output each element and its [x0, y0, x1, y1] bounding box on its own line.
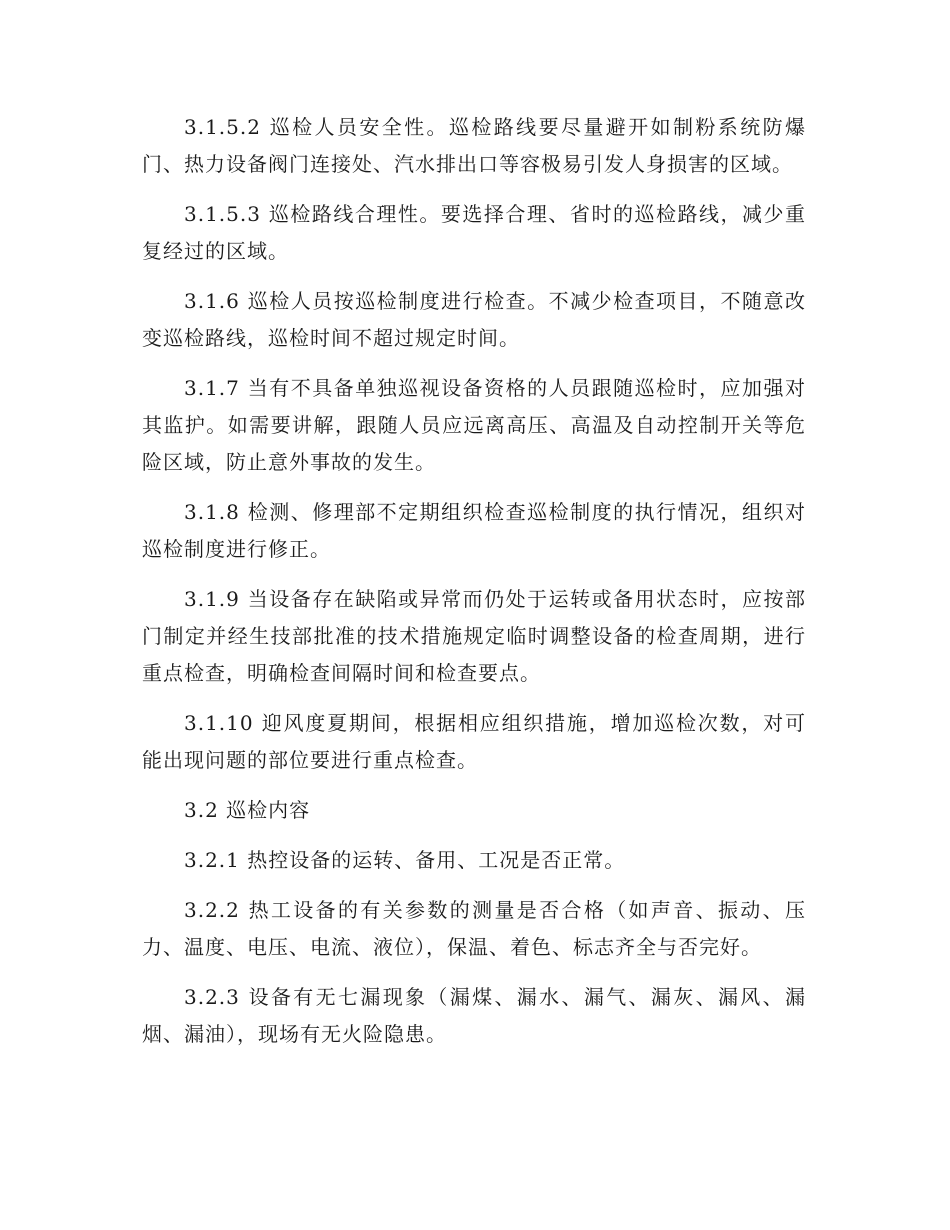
paragraph-3-1-9: 3.1.9 当设备存在缺陷或异常而仍处于运转或备用状态时，应按部门制定并经生技部批准的技术措施规定临时调整设备的检查周期，进行重点检查，明确检查间隔时间和检查要点。 [142, 587, 806, 685]
paragraph-3-1-5-3: 3.1.5.3 巡检路线合理性。要选择合理、省时的巡检路线，减少重复经过的区域。 [142, 202, 806, 263]
paragraph-3-2-2: 3.2.2 热工设备的有关参数的测量是否合格（如声音、振动、压力、温度、电压、电流、液位），保温、着色、标志齐全与否完好。 [142, 898, 806, 959]
paragraph-3-2-1: 3.2.1 热控设备的运转、备用、工况是否正常。 [184, 848, 626, 872]
paragraph-3-1-6: 3.1.6 巡检人员按巡检制度进行检查。不减少检查项目，不随意改变巡检路线，巡检时间不超过规定时间。 [142, 289, 806, 350]
document-body [142, 109, 806, 1066]
paragraph-3-1-7: 3.1.7 当有不具备单独巡视设备资格的人员跟随巡检时，应加强对其监护。如需要讲解，跟随人员应远离高压、高温及自动控制开关等危险区域，防止意外事故的发生。 [142, 376, 806, 474]
paragraph-3-1-10: 3.1.10 迎风度夏期间，根据相应组织措施，增加巡检次数，对可能出现问题的部位要进行重点检查。 [142, 711, 806, 772]
paragraph-3-1-8: 3.1.8 检测、修理部不定期组织检查巡检制度的执行情况，组织对巡检制度进行修正。 [142, 500, 806, 561]
paragraph-3-2-3: 3.2.3 设备有无七漏现象（漏煤、漏水、漏气、漏灰、漏风、漏烟、漏油），现场有无火险隐患。 [142, 985, 806, 1046]
paragraph-3-1-5-2: 3.1.5.2 巡检人员安全性。巡检路线要尽量避开如制粉系统防爆门、热力设备阀门连接处、汽水排出口等容极易引发人身损害的区域。 [142, 115, 806, 176]
section-heading-3-2: 3.2 巡检内容 [184, 798, 311, 822]
